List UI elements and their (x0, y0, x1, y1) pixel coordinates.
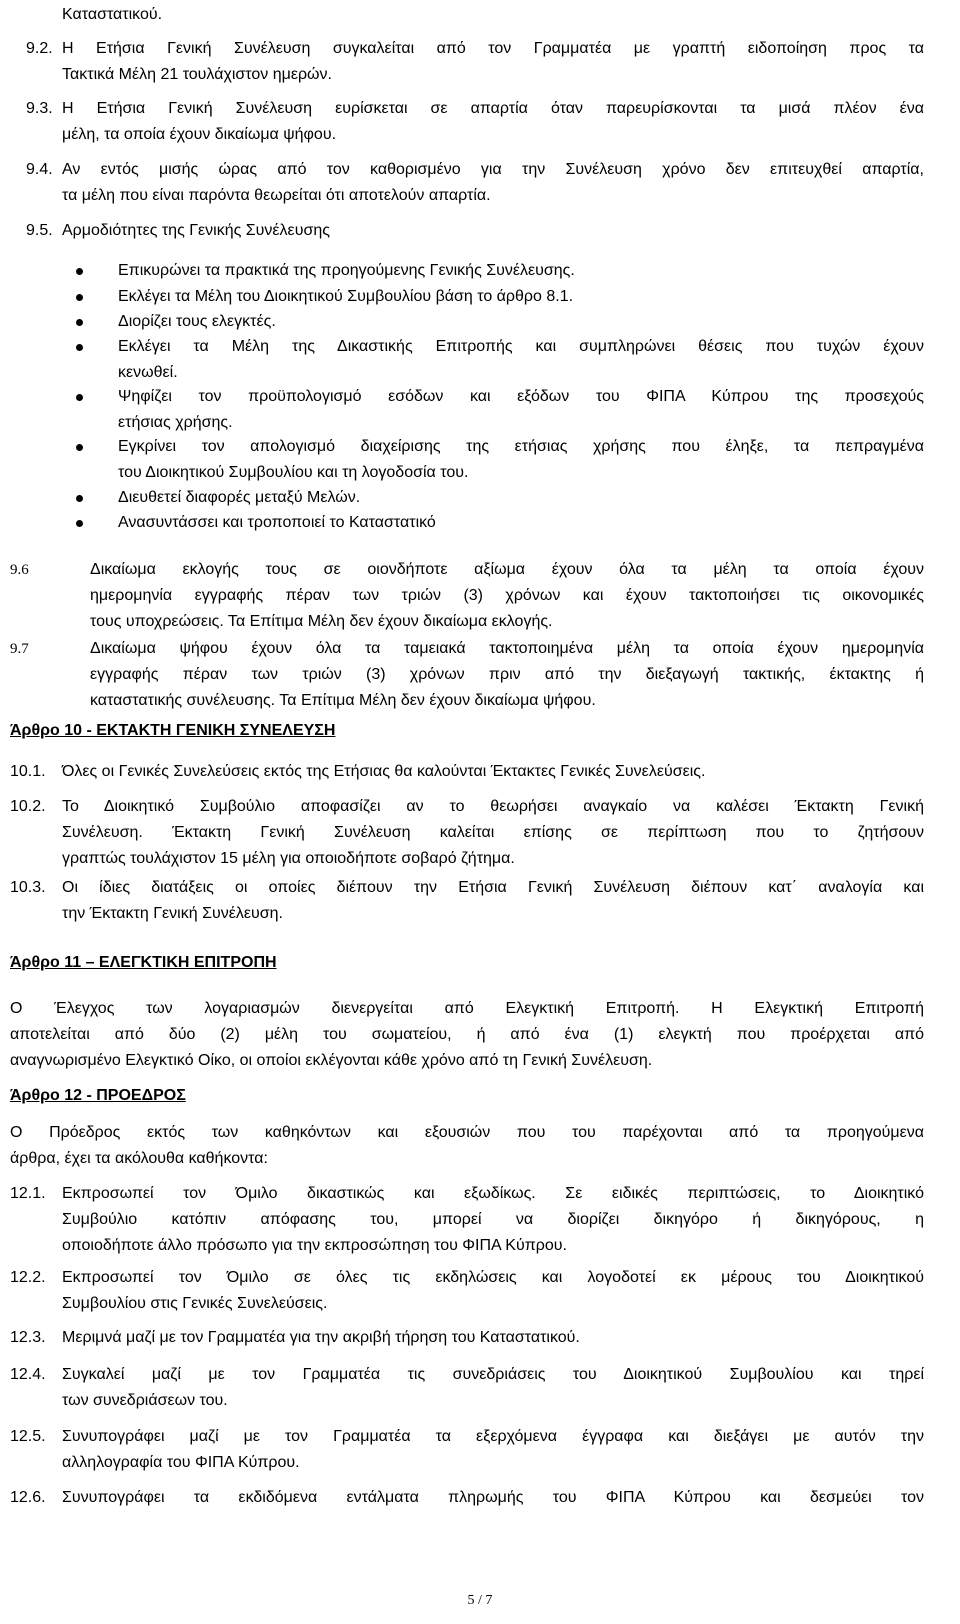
article-11-heading: Άρθρο 11 – ΕΛΕΓΚΤΙΚΗ ΕΠΙΤΡΟΠΗ (10, 954, 277, 971)
bullet-line: ετήσιας χρήσης. (118, 414, 233, 431)
clause-line: Συνυπογράφει τα εκδιδόμενα εντάλματα πληρωμής του ΦΙΠΑ Κύπρου και δεσμεύει τον (62, 1489, 924, 1506)
article-11-paragraph (10, 996, 924, 1074)
article-12-paragraph (10, 1120, 924, 1172)
clause-line: τα μέλη που είναι παρόντα θεωρείται ότι αποτελούν απαρτία. (62, 187, 491, 204)
clause-line: οποιοδήποτε άλλο πρόσωπο για την εκπροσώπηση του ΦΙΠΑ Κύπρου. (62, 1237, 567, 1254)
bullet-dot-icon (76, 485, 86, 502)
page-number: 5 / 7 (467, 1593, 493, 1608)
clause-line: των συνεδριάσεων του. (62, 1392, 228, 1409)
clause-number: 12.2. (10, 1269, 46, 1286)
clause-number: 9.2. (26, 40, 53, 57)
clause-number: 12.3. (10, 1329, 46, 1346)
clause-line: καταστατικής συνέλευσης. Τα Επίτιμα Μέλη δεν έχουν δικαίωμα ψήφου. (90, 692, 596, 709)
clause-line: Εκπροσωπεί τον Όμιλο δικαστικώς και εξωδίκως. Σε ειδικές περιπτώσεις, το Διοικητικό (62, 1185, 924, 1202)
bullet-line: Επικυρώνει τα πρακτικά της προηγούμενης Γενικής Συνέλευσης. (118, 262, 575, 279)
clause-line: Δικαίωμα ψήφου έχουν όλα τα ταμειακά τακτοποιημένα μέλη τα οποία έχουν ημερομηνία (90, 640, 924, 657)
clause-line: Δικαίωμα εκλογής τους σε οιονδήποτε αξίωμα έχουν όλα τα μέλη τα οποία έχουν (90, 561, 924, 578)
bullet-dot-icon (76, 258, 86, 275)
clause-number: 12.1. (10, 1185, 46, 1202)
bullet-line: Εγκρίνει τον απολογισμό διαχείρισης της ετήσιας χρήσης που έληξε, τα πεπραγμένα (118, 438, 924, 455)
paragraph-line: άρθρα, έχει τα ακόλουθα καθήκοντα: (10, 1150, 268, 1167)
bullet-line: Εκλέγει τα Μέλη του Διοικητικού Συμβουλίου βάση το άρθρο 8.1. (118, 288, 574, 305)
clause-line: Τακτικά Μέλη 21 τουλάχιστον ημερών. (62, 66, 332, 83)
bullet-dot-icon (76, 309, 86, 326)
paragraph-line: αναγνωρισμένο Ελεγκτικό Οίκο, οι οποίοι εκλέγονται κάθε χρόνο από τη Γενική Συνέλευση. (10, 1052, 653, 1069)
clause-line: Εκπροσωπεί τον Όμιλο σε όλες τις εκδηλώσεις και λογοδοτεί εκ μέρους του Διοικητικού (62, 1269, 924, 1286)
bullet-dot-icon (76, 510, 86, 527)
clause-line: Συμβουλίου στις Γενικές Συνελεύσεις. (62, 1295, 328, 1312)
bullet-line: Ανασυντάσσει και τροποποιεί το Καταστατικό (118, 514, 436, 531)
clause-number: 12.5. (10, 1428, 46, 1445)
paragraph-line: Ο Πρόεδρος εκτός των καθηκόντων και εξουσιών που του παρέχονται από τα προηγούμενα (10, 1124, 924, 1141)
clause-number: 10.1. (10, 763, 46, 780)
clause-line: ημερομηνία εγγραφής πέραν των τριών (3) χρόνων και έχουν τακτοποιήσει τις οικονομικές (90, 587, 924, 604)
clause-number: 12.6. (10, 1489, 46, 1506)
bullet-dot-icon (76, 334, 86, 351)
clause-line: Το Διοικητικό Συμβούλιο αποφασίζει αν το θεωρήσει αναγκαίο να καλέσει Έκτακτη Γενική (62, 798, 924, 815)
clause-number: 12.4. (10, 1366, 46, 1383)
clause-line: Η Ετήσια Γενική Συνέλευση συγκαλείται από τον Γραμματέα με γραπτή ειδοποίηση προς τα (62, 40, 924, 57)
bullet-dot-icon (76, 434, 86, 451)
clause-number: 9.5. (26, 222, 53, 239)
clause-line: Συγκαλεί μαζί με τον Γραμματέα τις συνεδριάσεις του Διοικητικού Συμβουλίου και τηρεί (62, 1366, 924, 1383)
clause-line: εγγραφής πέραν των τριών (3) χρόνων πριν από την διεξαγωγή τακτικής, έκτακτης ή (90, 666, 924, 683)
clause-line: Η Ετήσια Γενική Συνέλευση ευρίσκεται σε απαρτία όταν παρευρίσκονται τα μισά πλέον ένα (62, 100, 924, 117)
bullet-dot-icon (76, 284, 86, 301)
clause-line: Οι ίδιες διατάξεις οι οποίες διέπουν την Ετήσια Γενική Συνέλευση διέπουν κατ΄ αναλογία και (62, 879, 924, 896)
clause-number: 10.3. (10, 879, 46, 896)
clause-line: Όλες οι Γενικές Συνελεύσεις εκτός της Ετήσιας θα καλούνται Έκτακτες Γενικές Συνελεύσεις. (62, 763, 706, 780)
bullet-dot-icon (76, 384, 86, 401)
clause-line: Αν εντός μισής ώρας από τον καθορισμένο για την Συνέλευση χρόνο δεν επιτευχθεί απαρτία, (62, 161, 924, 178)
clause-line: γραπτώς τουλάχιστον 15 μέλη για οποιοδήποτε σοβαρό ζήτημα. (62, 850, 515, 867)
clause-line: Αρμοδιότητες της Γενικής Συνέλευσης (62, 222, 330, 239)
clause-number: 10.2. (10, 798, 46, 815)
clause-number: 9.3. (26, 100, 53, 117)
clause-number: 9.7 (10, 641, 29, 657)
clause-number: 9.4. (26, 161, 53, 178)
clause-line: Συνέλευση. Έκτακτη Γενική Συνέλευση καλείται επίσης σε περίπτωση που το ζητήσουν (62, 824, 924, 841)
clause-line: μέλη, τα οποία έχουν δικαίωμα ψήφου. (62, 126, 337, 143)
article-12-heading: Άρθρο 12 - ΠΡΟΕΔΡΟΣ (10, 1087, 186, 1104)
clause-line: Συμβούλιο κατόπιν απόφασης του, μπορεί να διορίζει δικηγόρο ή δικηγόρους, η (62, 1211, 924, 1228)
clause-line: Συνυπογράφει μαζί με τον Γραμματέα τα εξερχόμενα έγγραφα και διεξάγει με αυτόν την (62, 1428, 924, 1445)
bullet-line: κενωθεί. (118, 364, 178, 381)
article-10-heading: Άρθρο 10 - ΕΚΤΑΚΤΗ ΓΕΝΙΚΗ ΣΥΝΕΛΕΥΣΗ (10, 722, 336, 739)
bullet-line: Ψηφίζει τον προϋπολογισμό εσόδων και εξόδων του ΦΙΠΑ Κύπρου της προσεχούς (118, 388, 924, 405)
bullet-line: Εκλέγει τα Μέλη της Δικαστικής Επιτροπής και συμπληρώνει θέσεις που τυχών έχουν (118, 338, 924, 355)
top-continuation-text: Καταστατικού. (62, 6, 163, 23)
clause-number: 9.6 (10, 562, 29, 578)
bullet-line: Διορίζει τους ελεγκτές. (118, 313, 276, 330)
clause-line: αλληλογραφία του ΦΙΠΑ Κύπρου. (62, 1454, 300, 1471)
bullet-line: Διευθετεί διαφορές μεταξύ Μελών. (118, 489, 361, 506)
paragraph-line: αποτελείται από δύο (2) μέλη του σωματείου, ή από ένα (1) ελεγκτή που προέρχεται από (10, 1026, 924, 1043)
paragraph-line: Ο Έλεγχος των λογαριασμών διενεργείται από Ελεγκτική Επιτροπή. Η Ελεγκτική Επιτροπή (10, 1000, 924, 1017)
bullet-line: του Διοικητικού Συμβουλίου και τη λογοδοσία του. (118, 464, 469, 481)
clause-line: τους υποχρεώσεις. Τα Επίτιμα Μέλη δεν έχουν δικαίωμα εκλογής. (90, 613, 553, 630)
clause-line: Μεριμνά μαζί με τον Γραμματέα για την ακριβή τήρηση του Καταστατικού. (62, 1329, 580, 1346)
clause-line: την Έκτακτη Γενική Συνέλευση. (62, 905, 283, 922)
